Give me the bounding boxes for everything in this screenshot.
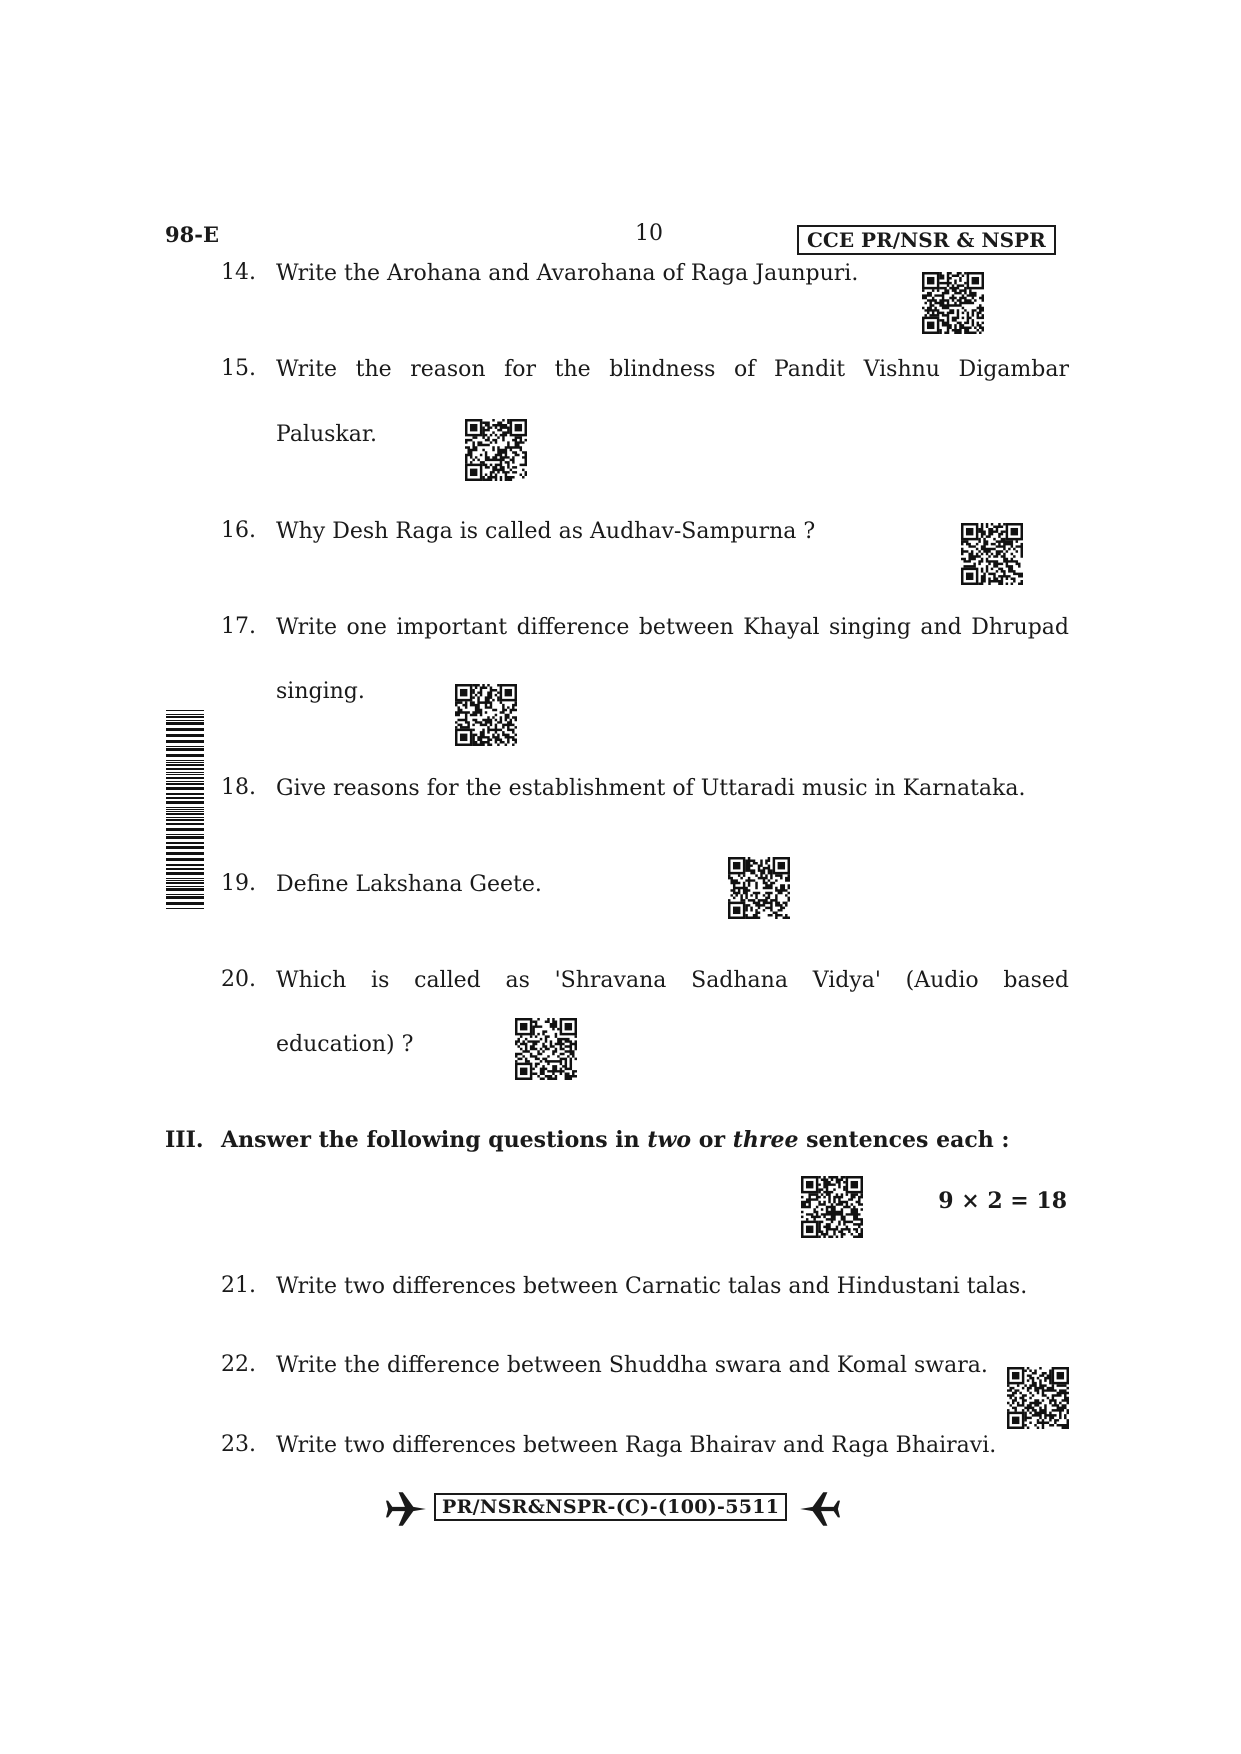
question-text-line1: Which is called as 'Shravana Sadhana Vidya' (Audio based	[276, 968, 1069, 993]
question-text: Write the difference between Shuddha swara and Komal swara.	[276, 1353, 988, 1378]
qr-code-icon	[728, 857, 790, 919]
barcode-icon	[166, 710, 204, 910]
qr-code-icon	[801, 1176, 863, 1238]
question-number: 17.	[221, 614, 256, 639]
page-number: 10	[635, 221, 663, 246]
question-text: Write the Arohana and Avarohana of Raga Jaunpuri.	[276, 261, 859, 286]
paper-code: 98-E	[165, 222, 219, 247]
question-text-line2: education) ?	[276, 1032, 414, 1057]
airplane-icon	[798, 1488, 840, 1530]
series-box: CCE PR/NSR & NSPR	[797, 225, 1056, 255]
section-instruction: Answer the following questions in two or three sentences each :	[221, 1127, 1010, 1153]
airplane-icon	[386, 1488, 428, 1530]
question-text: Define Lakshana Geete.	[276, 872, 542, 897]
question-text-line2: singing.	[276, 679, 365, 704]
question-number: 19.	[221, 871, 256, 896]
question-number: 21.	[221, 1273, 256, 1298]
qr-code-icon	[1007, 1367, 1069, 1429]
question-text: Give reasons for the establishment of Uttaradi music in Karnataka.	[276, 776, 1026, 801]
question-text: Why Desh Raga is called as Audhav-Sampurna ?	[276, 519, 816, 544]
question-text-line1: Write the reason for the blindness of Pandit Vishnu Digambar	[276, 357, 1069, 382]
question-number: 14.	[221, 260, 256, 285]
qr-code-icon	[455, 684, 517, 746]
qr-code-icon	[961, 523, 1023, 585]
qr-code-icon	[515, 1018, 577, 1080]
section-number: III.	[165, 1127, 204, 1153]
question-number: 16.	[221, 518, 256, 543]
question-number: 15.	[221, 356, 256, 381]
footer-code-box: PR/NSR&NSPR-(C)-(100)-5511	[434, 1493, 787, 1521]
question-text: Write two differences between Raga Bhairav and Raga Bhairavi.	[276, 1433, 997, 1458]
qr-code-icon	[465, 419, 527, 481]
marks-allocation: 9 × 2 = 18	[938, 1188, 1067, 1214]
question-number: 18.	[221, 775, 256, 800]
question-text-line2: Paluskar.	[276, 422, 377, 447]
question-number: 23.	[221, 1432, 256, 1457]
question-text: Write two differences between Carnatic talas and Hindustani talas.	[276, 1274, 1028, 1299]
question-number: 20.	[221, 967, 256, 992]
question-number: 22.	[221, 1352, 256, 1377]
question-text-line1: Write one important difference between Khayal singing and Dhrupad	[276, 615, 1069, 640]
qr-code-icon	[922, 272, 984, 334]
